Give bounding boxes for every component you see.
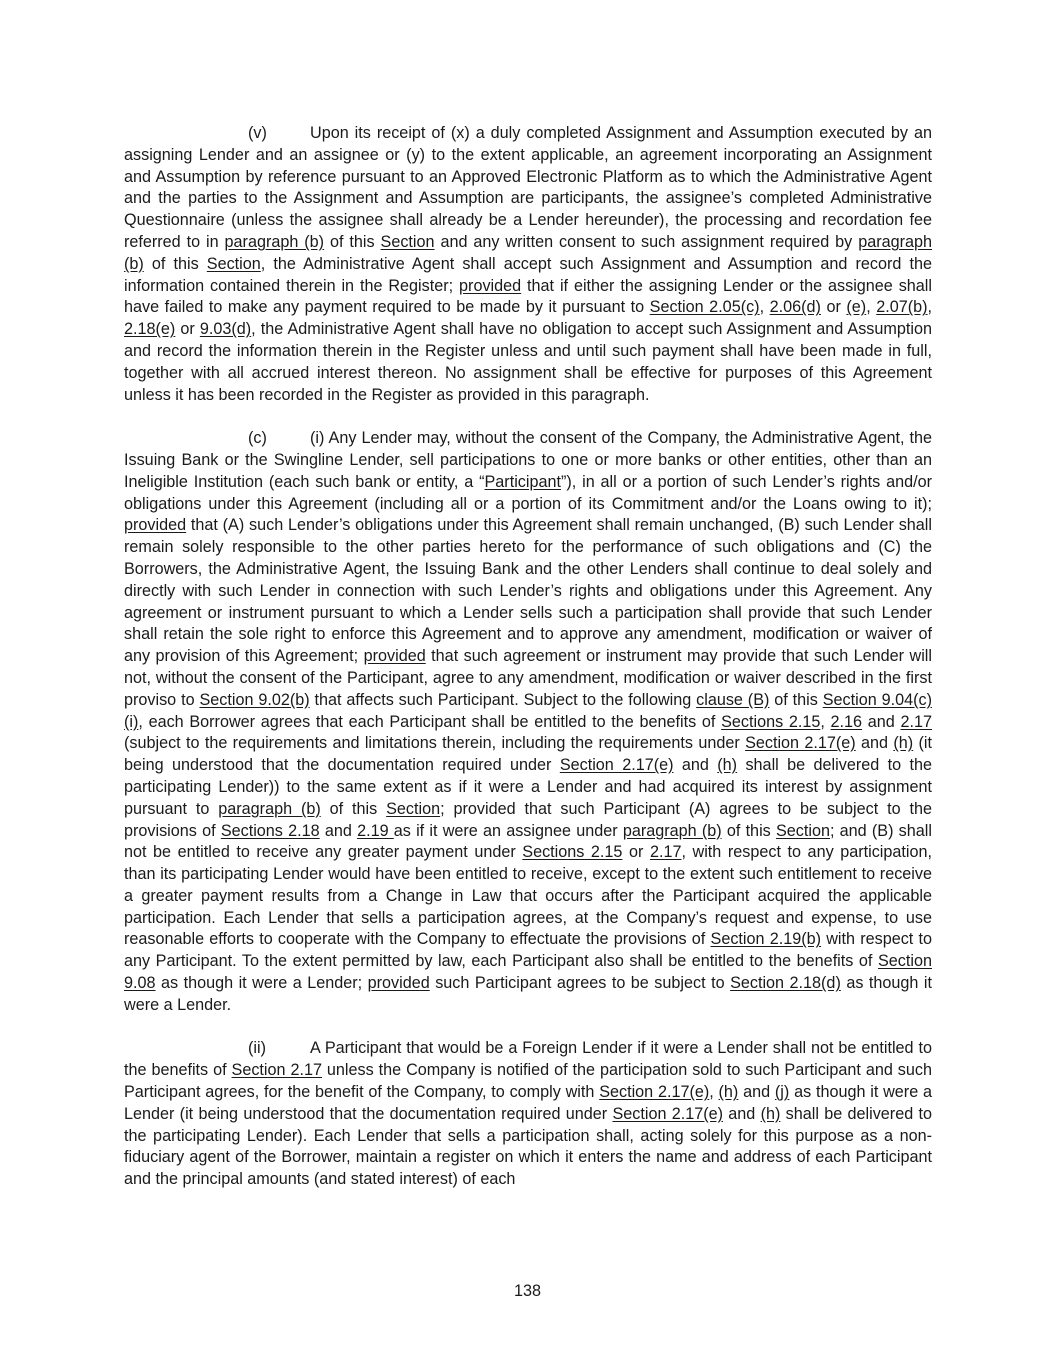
text-run: and bbox=[855, 734, 894, 753]
cross-reference: clause (B) bbox=[696, 690, 770, 709]
text-run: shall be delivered to the participating Lender)) to the same extent as if it were a Lender and had acquired its interest by assignment pursuant to bbox=[124, 756, 933, 818]
paragraph bbox=[124, 428, 932, 1017]
cross-reference: Section 2.05(c) bbox=[649, 298, 760, 317]
cross-reference: provided bbox=[124, 516, 187, 535]
cross-reference: (h) bbox=[893, 734, 914, 753]
text-run: , the Administrative Agent shall have no obligation to accept such Assignment and Assumption and record the information therein in the Register unless and until such payment shall have been made in full, together with all accrued interest thereon. No assignment shall be effective for purposes of this Agreement unless it has been recorded in the Register as provided in this paragraph. bbox=[124, 320, 932, 404]
text-run: of this bbox=[324, 232, 381, 251]
text-run: Upon its receipt of (x) a duly completed Assignment and Assumption executed by an assigning Lender and an assignee or (y) to the extent applicable, an agreement incorporating an Assignment and Assumption by reference pursuant to an Approved Electronic Platform as to which the Administrative Agent and the parties to the Assignment and Assumption are participants, the assignee’s completed Administrative Questionnaire (unless the assignee shall already be a Lender hereunder), the processing and recordation fee referred to in bbox=[124, 124, 932, 251]
cross-reference: Section bbox=[775, 821, 830, 840]
text-run: and any written consent to such assignment required by bbox=[434, 232, 859, 251]
text-run: or bbox=[622, 843, 650, 862]
cross-reference: Section 9.08 bbox=[124, 952, 932, 993]
text-run: that if either the assigning Lender or the assignee shall have failed to make any payment required to be made by it pursuant to bbox=[124, 276, 932, 317]
cross-reference: Section 2.18(d) bbox=[730, 974, 841, 993]
cross-reference: 2.19 bbox=[357, 821, 394, 840]
text-run: and bbox=[673, 756, 718, 775]
text-run: , bbox=[759, 298, 770, 317]
cross-reference: Section 2.19(b) bbox=[710, 930, 822, 949]
text-run: that (A) such Lender’s obligations under this Agreement shall remain unchanged, (B) such Lender shall remain solely responsible to the other parties hereto for the performance of such obligations and (C) the Borrowers, the Administrative Agent, the Issuing Bank and the other Lenders shall continue to deal solely and directly with such Lender in connection with such Lender’s rights and obligations under this Agreement. Any agreement or instrument pursuant to which a Lender sells such a participation shall provide that such Lender shall retain the sole right to enforce this Agreement and to approve any amendment, modification or waiver of any provision of this Agreement; bbox=[124, 516, 932, 666]
cross-reference: Section 9.04(c)(i) bbox=[124, 690, 932, 731]
cross-reference: paragraph (b) bbox=[218, 799, 321, 818]
text-run: that affects such Participant. Subject to the following bbox=[309, 690, 697, 709]
document-body bbox=[124, 123, 932, 1213]
cross-reference: 2.07(b) bbox=[876, 298, 928, 317]
text-run: (it being understood that the documentation required under bbox=[124, 734, 932, 775]
cross-reference: Sections 2.15 bbox=[721, 712, 821, 731]
text-run: with respect to any Participant. To the extent permitted by law, each Participant also shall be entitled to the benefits of bbox=[124, 930, 933, 971]
text-run: and bbox=[319, 821, 358, 840]
paragraph-label: (v) bbox=[248, 124, 267, 142]
cross-reference: 2.17 bbox=[649, 843, 682, 862]
cross-reference: (j) bbox=[774, 1083, 790, 1102]
text-run: as though it were a Lender (it being understood that the documentation required under bbox=[124, 1083, 932, 1123]
cross-reference: 2.06(d) bbox=[769, 298, 821, 317]
text-run: of this bbox=[769, 690, 823, 709]
cross-reference: paragraph (b) bbox=[224, 232, 325, 251]
text-run: of this bbox=[143, 254, 207, 273]
text-run: as though it were a Lender. bbox=[124, 974, 932, 1014]
cross-reference: 2.17 bbox=[900, 712, 932, 731]
text-run: or bbox=[820, 298, 847, 317]
paragraph bbox=[124, 123, 932, 406]
text-run: , the Administrative Agent shall accept such Assignment and Assumption and record the information contained therein in the Register; bbox=[124, 254, 933, 295]
text-run: and bbox=[723, 1104, 761, 1123]
text-run: of this bbox=[320, 799, 387, 818]
text-run: as though it were a Lender; bbox=[155, 974, 368, 993]
cross-reference: 9.03(d) bbox=[199, 320, 252, 339]
text-run: and bbox=[862, 712, 901, 731]
cross-reference: (e) bbox=[846, 298, 867, 317]
cross-reference: Participant bbox=[484, 472, 561, 491]
text-run: , bbox=[927, 298, 933, 317]
cross-reference: Section bbox=[206, 254, 261, 273]
cross-reference: Section 2.17(e) bbox=[599, 1083, 710, 1102]
paragraph bbox=[124, 1038, 932, 1191]
cross-reference: paragraph (b) bbox=[622, 821, 722, 840]
cross-reference: Section 2.17(e) bbox=[559, 756, 674, 775]
text-run: and bbox=[738, 1083, 775, 1102]
text-run: that such agreement or instrument may provide that such Lender will not, without the consent of the Participant, agree to any amendment, modification or waiver described in the first proviso to bbox=[124, 647, 932, 709]
text-run: , each Borrower agrees that each Participant shall be entitled to the benefits of bbox=[138, 712, 722, 731]
paragraph-label: (c) bbox=[248, 429, 267, 448]
text-run: (subject to the requirements and limitations therein, including the requirements under bbox=[124, 734, 746, 753]
text-run: or bbox=[175, 320, 200, 339]
cross-reference: (h) bbox=[717, 756, 738, 775]
text-run: ; and (B) shall not be entitled to receive any greater payment under bbox=[124, 821, 932, 862]
cross-reference: Section bbox=[386, 799, 441, 818]
cross-reference: 2.18(e) bbox=[124, 320, 176, 339]
text-run: as if it were an assignee under bbox=[393, 821, 623, 840]
page-number: 138 bbox=[513, 1282, 541, 1300]
text-run: of this bbox=[721, 821, 776, 840]
paragraph-label: (ii) bbox=[248, 1039, 266, 1058]
cross-reference: Section 2.17(e) bbox=[745, 734, 856, 753]
text-run: such Participant agrees to be subject to bbox=[429, 974, 731, 993]
cross-reference: provided bbox=[459, 276, 522, 295]
cross-reference: Section 9.02(b) bbox=[199, 690, 310, 709]
cross-reference: paragraph (b) bbox=[124, 232, 932, 273]
text-run: , with respect to any participation, than its participating Lender would have been entitled to receive, except to the extent such entitlement to receive a greater payment results from a Change in Law that occurs after the Participant acquired the applicable participation. Each Lender that sells a participation agrees, at the Company’s request and expense, to use reasonable efforts to cooperate with the Company to effectuate the provisions of bbox=[124, 843, 932, 949]
cross-reference: Sections 2.18 bbox=[220, 821, 320, 840]
cross-reference: provided bbox=[363, 647, 426, 666]
cross-reference: Section 2.17 bbox=[231, 1061, 322, 1080]
cross-reference: provided bbox=[367, 974, 430, 993]
text-run: unless the Company is notified of the participation sold to such Participant and such Participant agrees, for the benefit of the Company, to comply with bbox=[124, 1061, 932, 1102]
cross-reference: Sections 2.15 bbox=[522, 843, 623, 862]
text-run: , bbox=[866, 298, 877, 317]
text-run: , bbox=[820, 712, 831, 731]
text-run: ”), in all or a portion of such Lender’s rights and/or obligations under this Agreement (including all or a portion of its Commitment and/or the Loans owing to it); bbox=[124, 472, 932, 513]
text-run: shall be delivered to the participating Lender). Each Lender that sells a participation shall, acting solely for this purpose as a non-fiduciary agent of the Borrower, maintain a register on which it enters the name and address of each Participant and the principal amounts (and stated interest) of each bbox=[124, 1104, 932, 1189]
text-run: ; provided that such Participant (A) agrees to be subject to the provisions of bbox=[124, 799, 933, 840]
cross-reference: (h) bbox=[760, 1104, 781, 1123]
text-run: A Participant that would be a Foreign Lender if it were a Lender shall not be entitled to the benefits of bbox=[124, 1039, 932, 1080]
text-run: , bbox=[709, 1083, 719, 1102]
cross-reference: (h) bbox=[718, 1083, 739, 1102]
cross-reference: Section 2.17(e) bbox=[612, 1104, 724, 1123]
cross-reference: Section bbox=[380, 232, 435, 251]
cross-reference: 2.16 bbox=[830, 712, 863, 731]
text-run: (i) Any Lender may, without the consent of the Company, the Administrative Agent, the Issuing Bank or the Swingline Lender, sell participations to one or more banks or other entities, other than an Ineligible Institution (each such bank or entity, a “ bbox=[124, 429, 932, 491]
